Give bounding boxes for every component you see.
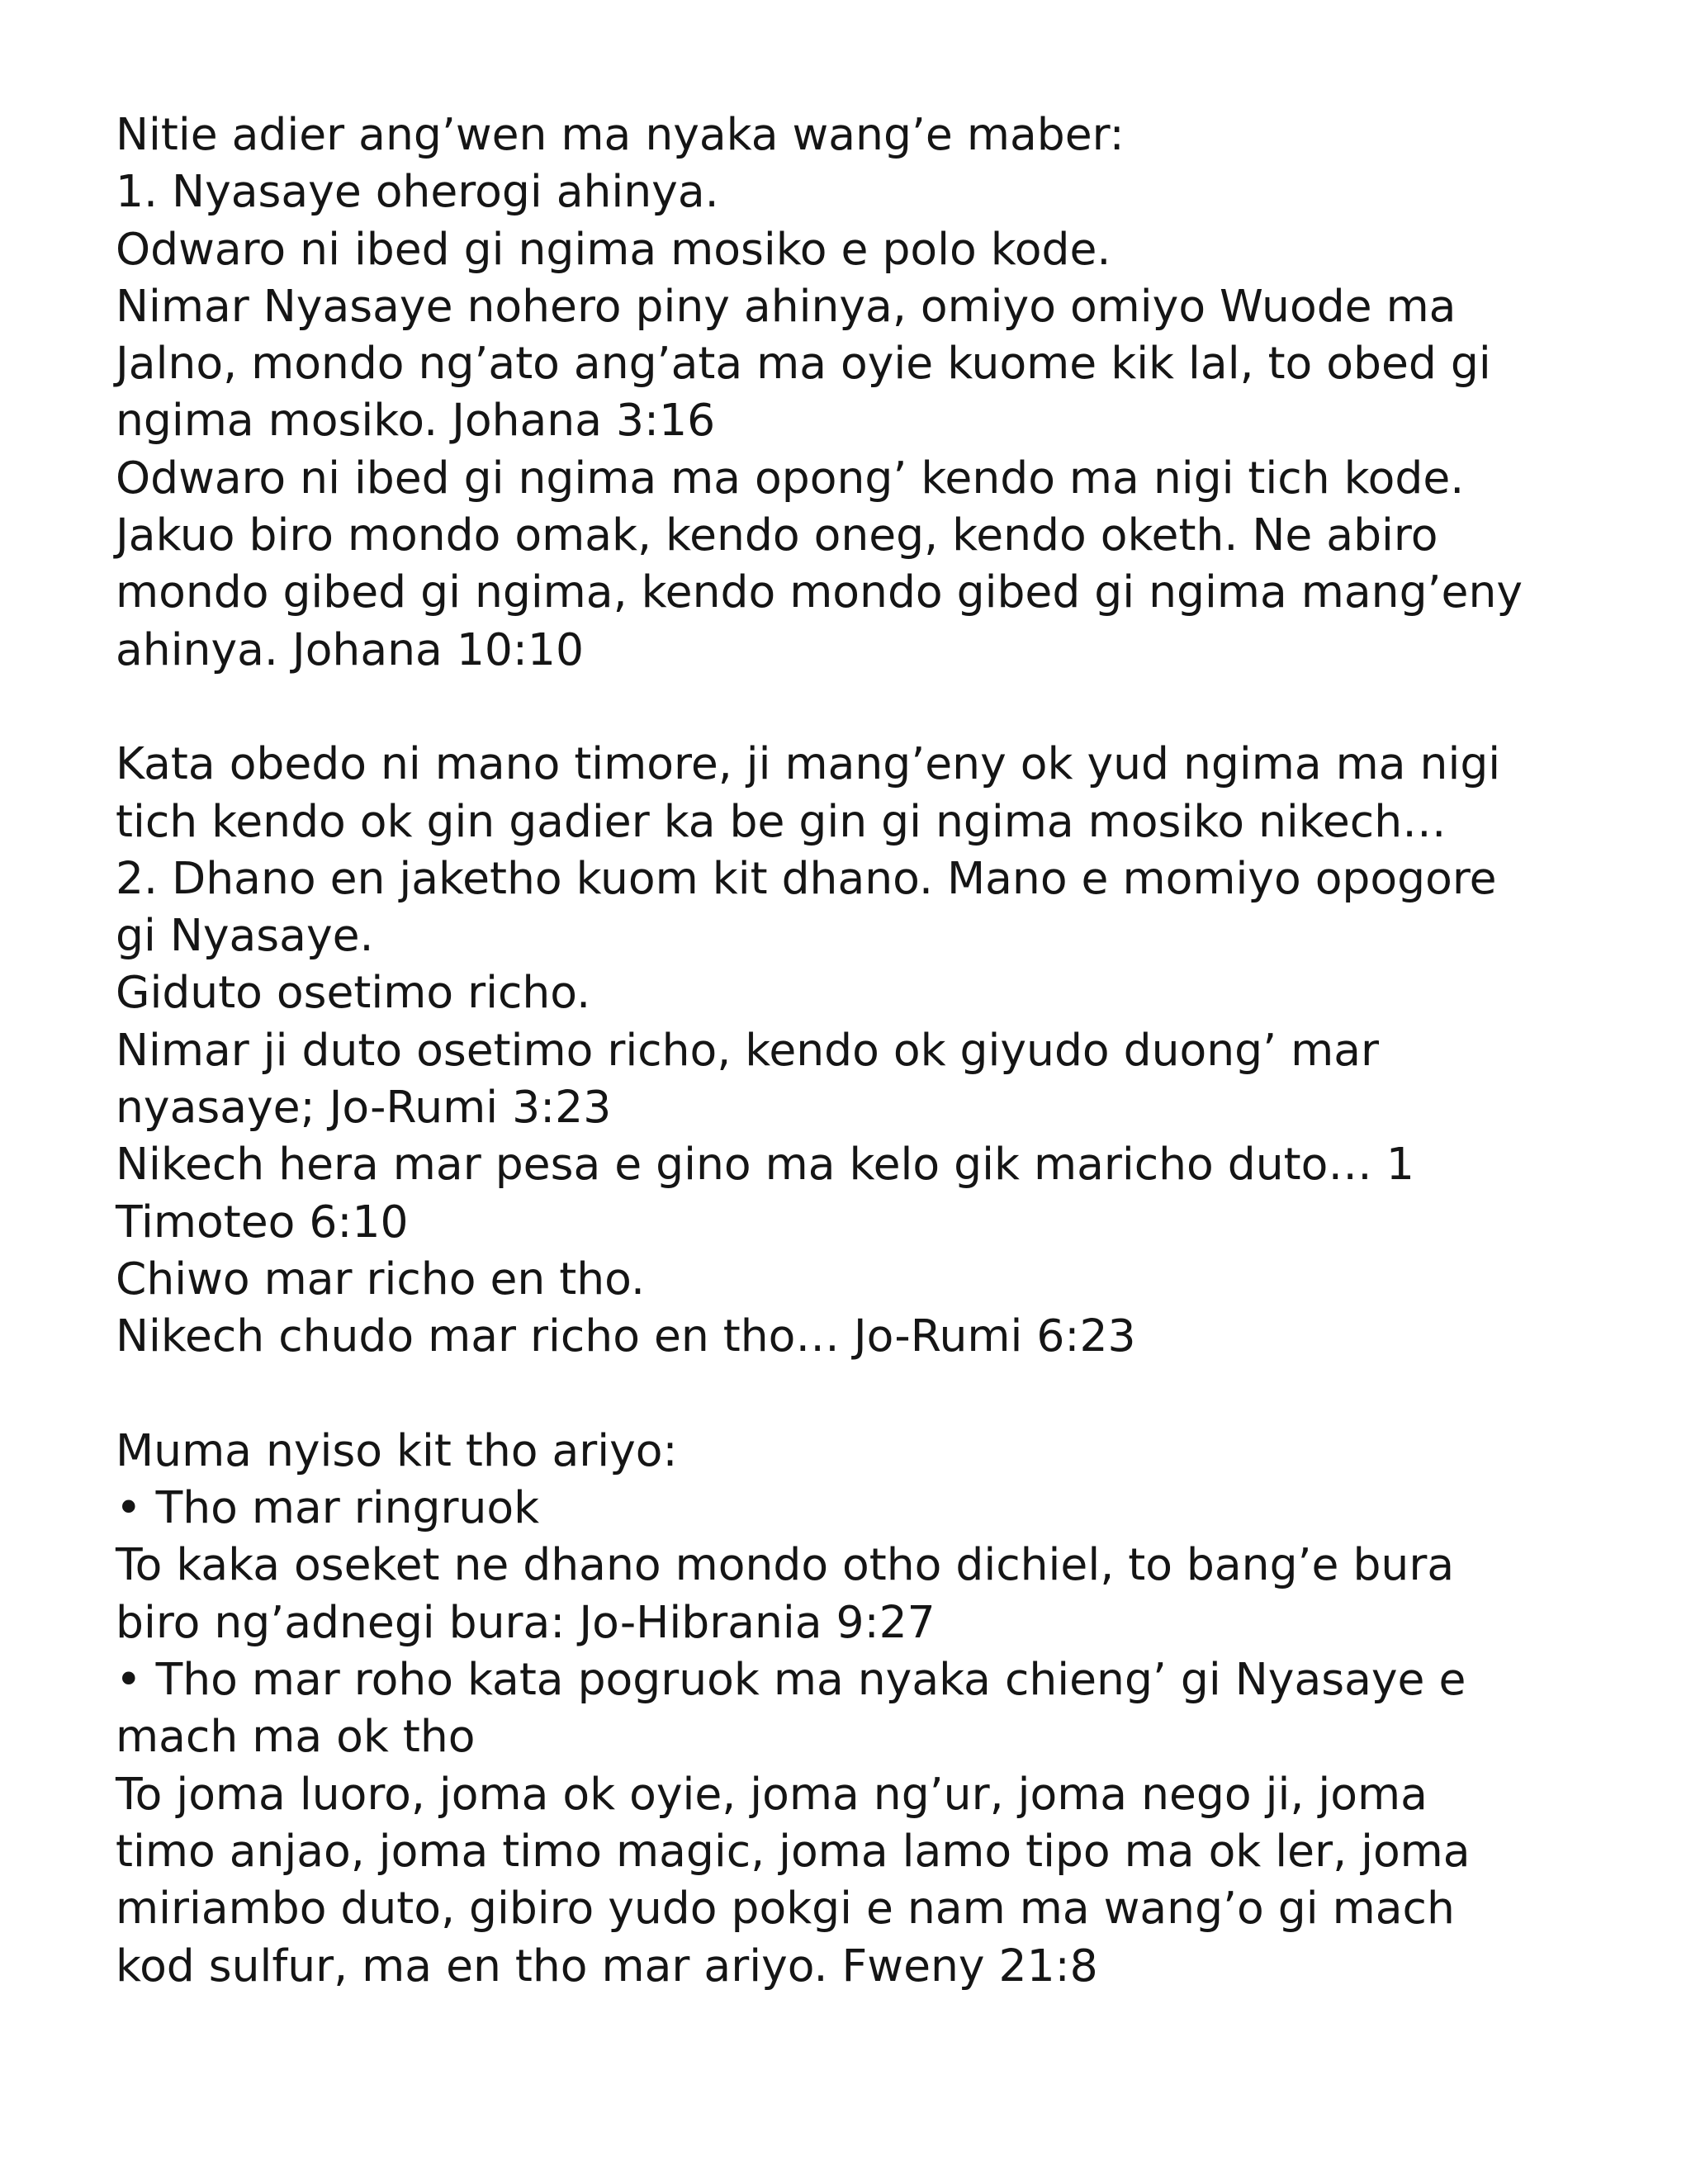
section2-intro: Kata obedo ni mano timore, ji mang’eny ok yud ngima ma nigi [116, 737, 1501, 790]
verse-line: miriambo duto, gibiro yudo pokgi e nam ma wang’o gi mach [116, 1882, 1455, 1935]
verse-line: To joma luoro, joma ok oyie, joma ng’ur, joma nego ji, joma [116, 1767, 1428, 1820]
bullet-item: mach ma ok tho [116, 1710, 476, 1763]
section1-intro: Nitie adier ang’wen ma nyaka wang’e maber: [116, 108, 1125, 160]
verse-line: Jalno, mondo ng’ato ang’ata ma oyie kuome kik lal, to obed gi [116, 337, 1491, 390]
verse-line: biro ng’adnegi bura: Jo-Hibrania 9:27 [116, 1595, 935, 1648]
verse-line: timo anjao, joma timo magic, joma lamo tipo ma ok ler, joma [116, 1824, 1471, 1877]
bullet-item: • Tho mar ringruok [116, 1481, 540, 1534]
verse-line: Timoteo 6:10 [116, 1195, 409, 1248]
point-1-heading: 1. Nyasaye oherogi ahinya. [116, 165, 719, 218]
section2-intro: tich kendo ok gin gadier ka be gin gi ngima mosiko nikech… [116, 794, 1447, 847]
section3-intro: Muma nyiso kit tho ariyo: [116, 1424, 678, 1476]
verse-line: mondo gibed gi ngima, kendo mondo gibed gi ngima mang’eny [116, 566, 1523, 618]
verse-line: nyasaye; Jo-Rumi 3:23 [116, 1081, 612, 1134]
verse-line: Nimar Nyasaye nohero piny ahinya, omiyo omiyo Wuode ma [116, 279, 1457, 332]
verse-line: Jakuo biro mondo omak, kendo oneg, kendo oketh. Ne abiro [116, 509, 1438, 561]
document-body [116, 106, 1602, 1994]
verse-line: ahinya. Johana 10:10 [116, 623, 585, 675]
section2-sub2: Chiwo mar richo en tho. [116, 1252, 645, 1305]
verse-line: Nimar ji duto osetimo richo, kendo ok giyudo duong’ mar [116, 1023, 1380, 1076]
paragraph-gap [116, 1365, 1602, 1422]
paragraph-gap [116, 678, 1602, 735]
verse-line: Nikech hera mar pesa e gino ma kelo gik maricho duto… 1 [116, 1138, 1414, 1191]
section2-sub1: Giduto osetimo richo. [116, 966, 591, 1019]
point-2-heading: 2. Dhano en jaketho kuom kit dhano. Mano e momiyo opogore [116, 851, 1497, 904]
section1-sub2: Odwaro ni ibed gi ngima ma opong’ kendo ma nigi tich kode. [116, 451, 1465, 504]
verse-line: To kaka oseket ne dhano mondo otho dichiel, to bang’e bura [116, 1538, 1455, 1591]
bullet-item: • Tho mar roho kata pogruok ma nyaka chieng’ gi Nyasaye e [116, 1653, 1466, 1706]
point-2-heading: gi Nyasaye. [116, 909, 374, 962]
section1-sub1: Odwaro ni ibed gi ngima mosiko e polo kode. [116, 222, 1111, 275]
verse-line: kod sulfur, ma en tho mar ariyo. Fweny 21:8 [116, 1939, 1098, 1992]
verse-line: Nikech chudo mar richo en tho… Jo-Rumi 6:23 [116, 1310, 1136, 1362]
verse-line: ngima mosiko. Johana 3:16 [116, 394, 716, 447]
